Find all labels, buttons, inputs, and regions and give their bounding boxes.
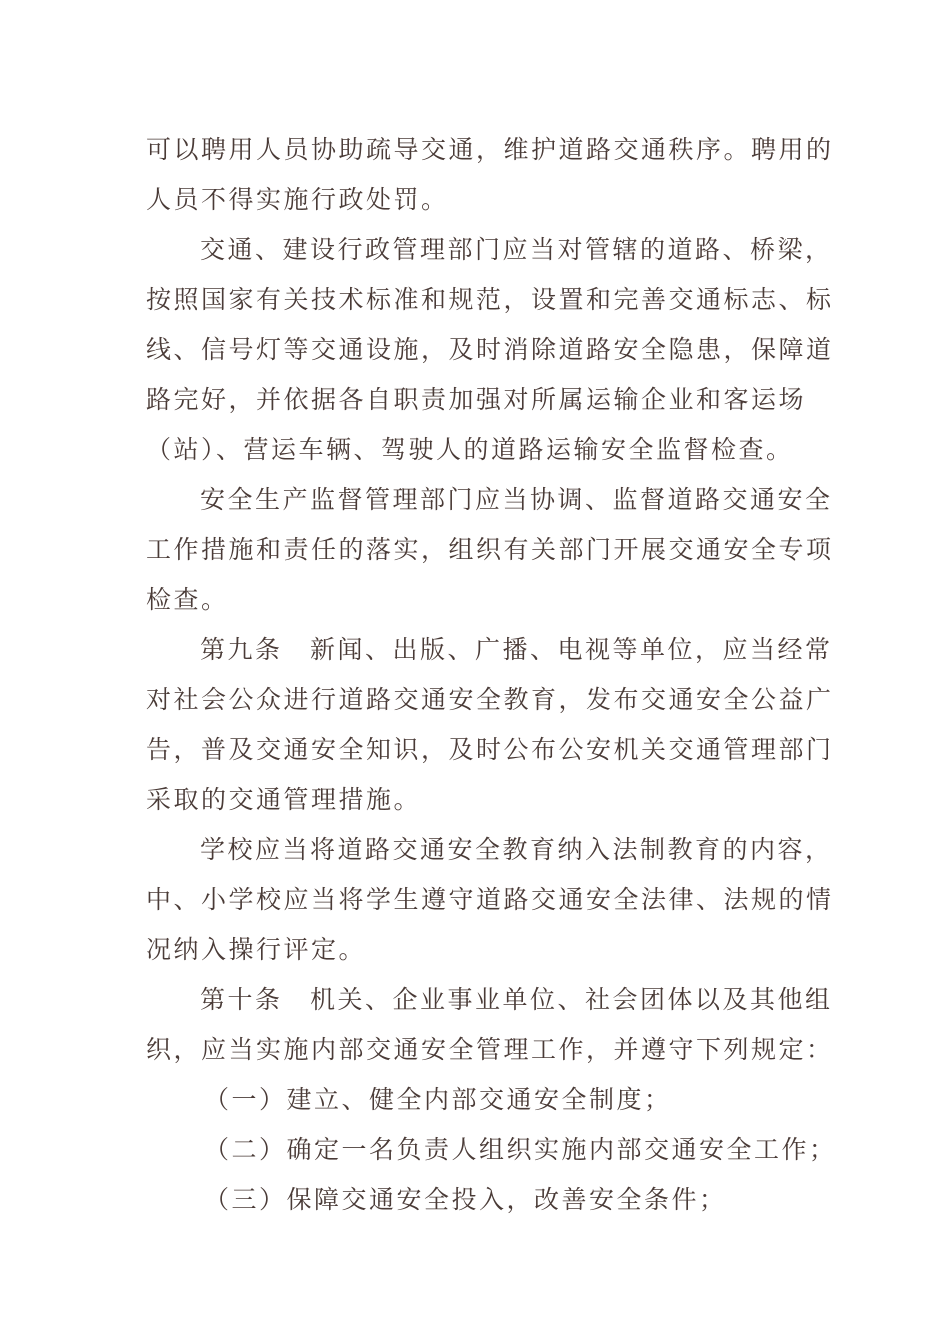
- text-line: 对社会公众进行道路交通安全教育，发布交通安全公益广: [146, 685, 834, 714]
- text-line: （站）、营运车辆、驾驶人的道路运输安全监督检查。: [146, 435, 794, 464]
- paragraph-start-line: 交通、建设行政管理部门应当对管辖的道路、桥梁，: [200, 235, 833, 264]
- text-line: 按照国家有关技术标准和规范，设置和完善交通标志、标: [146, 285, 834, 314]
- list-item-2: （二）确定一名负责人组织实施内部交通安全工作；: [204, 1135, 837, 1164]
- article-9-heading-line: 第九条 新闻、出版、广播、电视等单位，应当经常: [200, 635, 833, 664]
- paragraph-start-line: 安全生产监督管理部门应当协调、监督道路交通安全: [200, 485, 833, 514]
- text-line: 织，应当实施内部交通安全管理工作，并遵守下列规定：: [146, 1035, 834, 1064]
- text-line: 采取的交通管理措施。: [146, 785, 422, 814]
- text-line: 工作措施和责任的落实，组织有关部门开展交通安全专项: [146, 535, 834, 564]
- paragraph-start-line: 学校应当将道路交通安全教育纳入法制教育的内容，: [200, 835, 833, 864]
- text-line: 况纳入操行评定。: [146, 935, 367, 964]
- text-line: 路完好，并依据各自职责加强对所属运输企业和客运场: [146, 385, 807, 414]
- text-line: 人员不得实施行政处罚。: [146, 185, 449, 214]
- text-line: 中、小学校应当将学生遵守道路交通安全法律、法规的情: [146, 885, 834, 914]
- text-line: 线、信号灯等交通设施，及时消除道路安全隐患，保障道: [146, 335, 834, 364]
- list-item-1: （一）建立、健全内部交通安全制度；: [204, 1085, 672, 1114]
- text-line: 检查。: [146, 585, 229, 614]
- text-line: 告，普及交通安全知识，及时公布公安机关交通管理部门: [146, 735, 834, 764]
- article-10-heading-line: 第十条 机关、企业事业单位、社会团体以及其他组: [200, 985, 833, 1014]
- list-item-3: （三）保障交通安全投入，改善安全条件；: [204, 1185, 727, 1214]
- document-body: [146, 125, 837, 1225]
- text-line: 可以聘用人员协助疏导交通，维护道路交通秩序。聘用的: [146, 135, 834, 164]
